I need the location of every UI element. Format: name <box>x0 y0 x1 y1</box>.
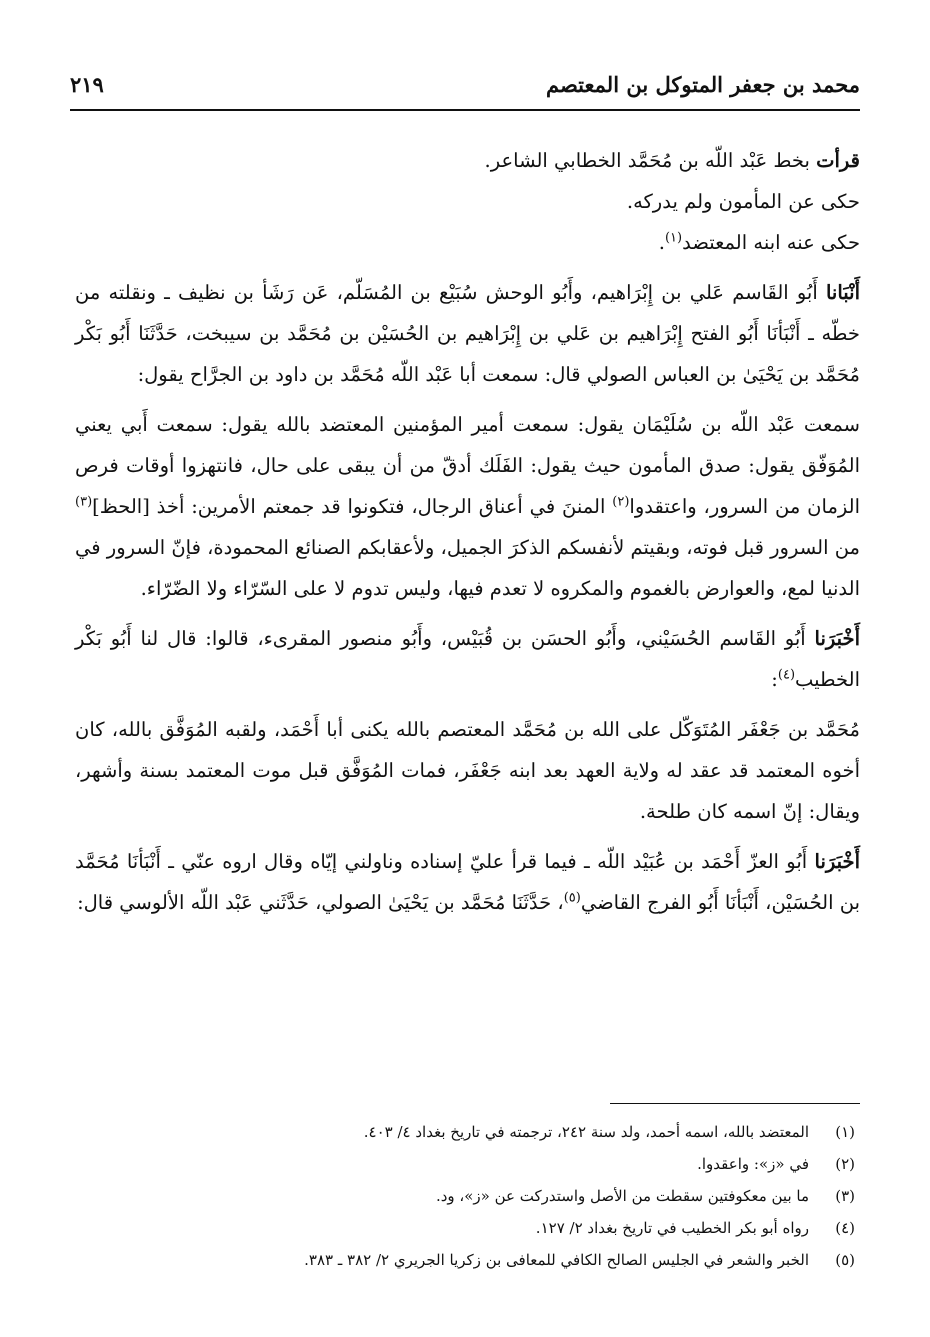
paragraph-text: بخط عَبْد اللّه بن مُحَمَّد الخطابي الشاعر. <box>484 149 817 172</box>
paragraph-text: حكى عنه ابنه المعتضد <box>682 231 860 254</box>
paragraph-4 <box>75 272 860 395</box>
page-header <box>70 68 860 108</box>
footnote-item <box>70 1212 855 1244</box>
footnote-text: ما بين معكوفتين سقطت من الأصل واستدركت عن «ز»، ود. <box>435 1187 809 1205</box>
paragraph-lead-word: أَخْبَرَنا <box>814 850 860 873</box>
page-number: ٢١٩ <box>70 72 104 97</box>
paragraph-text: أَبُو العزّ أَحْمَد بن عُبَيْد اللّه ـ فيما قرأ عليّ إسناده وناولني إيّاه وقال اروه عنّي ـ أَنْبَأنَا مُحَمَّد بن الحُسَيْن، أَنْبَأنَا أَبُو الفرج القاضي <box>75 850 860 914</box>
paragraph-2 <box>75 181 860 222</box>
paragraph-8 <box>75 841 860 923</box>
footnote-number: (٥) <box>835 1251 855 1269</box>
header-rule <box>70 109 860 111</box>
paragraph-1 <box>75 140 860 181</box>
paragraph-text-end: ، حَدَّثَنَا مُحَمَّد بن يَحْيَىٰ الصولي، حَدَّثَني عَبْد اللّه الألوسي قال: <box>77 891 564 914</box>
paragraph-text-end: : <box>771 668 778 691</box>
footnote-reference[interactable]: (١) <box>664 230 683 246</box>
paragraph-text: سمعت عَبْد اللّه بن سُلَيْمَان يقول: سمعت أمير المؤمنين المعتضد بالله يقول: سمعت أَبي يعني المُوَفّق يقول: صدق المأمون حيث يقول: الفَلَك أدقّ من أن يبقى على حال، فانتهزوا أوقات فرص الزمان من السرور، واعتقدوا <box>75 413 861 518</box>
paragraph-text-end: من السرور قبل فوته، وبقيتم لأنفسكم الذكرَ الجميل، ولأعقابكم الصنائع المحمودة، فإنّ السرور في الدنيا لمع، والعوارض بالغموم والمكروه لا تعدم فيها، وليس تدوم لا على السّرّاء ولا الضّرّاء. <box>75 536 860 600</box>
paragraph-lead-word: قرأت <box>816 149 860 172</box>
footnote-text: الخبر والشعر في الجليس الصالح الكافي للمعافى بن زكريا الجريري ٢/ ٣٨٢ ـ ٣٨٣. <box>304 1251 809 1269</box>
footnote-item <box>70 1180 855 1212</box>
footnote-reference[interactable]: (٢) <box>612 494 630 510</box>
footnote-item <box>70 1148 855 1180</box>
main-text <box>75 140 860 932</box>
footnote-reference[interactable]: (٤) <box>777 667 796 683</box>
footnote-text: رواه أبو بكر الخطيب في تاريخ بغداد ٢/ ١٢٧. <box>535 1219 809 1237</box>
footnote-number: (٣) <box>835 1187 855 1205</box>
footnote-text: المعتضد بالله، اسمه أحمد، ولد سنة ٢٤٢، ترجمته في تاريخ بغداد ٤/ ٤٠٣. <box>363 1123 809 1141</box>
footnote-item <box>70 1244 855 1276</box>
paragraph-lead-word: أَنْبَانا <box>825 281 860 304</box>
paragraph-3 <box>75 222 860 263</box>
paragraph-7 <box>75 709 860 832</box>
footnote-item <box>70 1116 855 1148</box>
paragraph-lead-word: أَخْبَرَنا <box>814 627 860 650</box>
paragraph-text-middle: المننَ في أعناق الرجال، فتكونوا قد جمعتم الأمرين: أخذ [الحظ] <box>92 495 613 518</box>
footnote-reference[interactable]: (٥) <box>563 890 581 906</box>
paragraph-text: أَبُو القَاسم الحُسَيْني، وأَبُو الحسَن بن قُبَيْس، وأَبُو منصور المقرىء، قالوا: قال لنا أَبُو بَكْر الخطيب <box>75 627 860 691</box>
footnote-number: (١) <box>835 1123 855 1141</box>
paragraph-text-end: . <box>658 231 665 254</box>
footnote-number: (٢) <box>835 1155 855 1173</box>
paragraph-5 <box>75 404 860 609</box>
footnote-separator <box>610 1103 860 1104</box>
paragraph-text: مُحَمَّد بن جَعْفَر المُتَوَكّل على الله بن مُحَمَّد المعتصم بالله يكنى أبا أَحْمَد، ولقبه المُوَفَّق بالله، كان أخوه المعتمد قد عقد له ولاية العهد بعد ابنه جَعْفَر، فمات المُوَفَّق قبل موت المعتمد بسنة وأشهر، ويقال: إنّ اسمه كان طلحة. <box>75 718 860 823</box>
paragraph-text: حكى عن المأمون ولم يدركه. <box>626 190 860 213</box>
running-head-title: محمد بن جعفر المتوكل بن المعتصم <box>546 72 860 97</box>
footnotes <box>70 1116 855 1276</box>
paragraph-6 <box>75 618 860 700</box>
footnote-reference[interactable]: (٣) <box>75 494 93 510</box>
footnote-number: (٤) <box>835 1219 855 1237</box>
footnote-text: في «ز»: واعقدوا. <box>697 1155 809 1173</box>
paragraph-text: أَبُو القَاسم عَلي بن إِبْرَاهيم، وأَبُو الوحش سُبَيْع بن المُسَلّم، عَن رَشَأ بن نظيف ـ ونقلته من خطّه ـ أَنْبَأنَا أَبُو الفتح إِبْرَاهيم بن عَلي بن إِبْرَاهيم بن الحُسَيْن بن مُحَمَّد بن سيبخت، حَدَّثَنَا أَبُو بَكْر مُحَمَّد بن يَحْيَىٰ بن العباس الصولي قال: سمعت أبا عَبْد اللّه مُحَمَّد بن داود بن الجرَّاح يقول: <box>75 281 860 386</box>
